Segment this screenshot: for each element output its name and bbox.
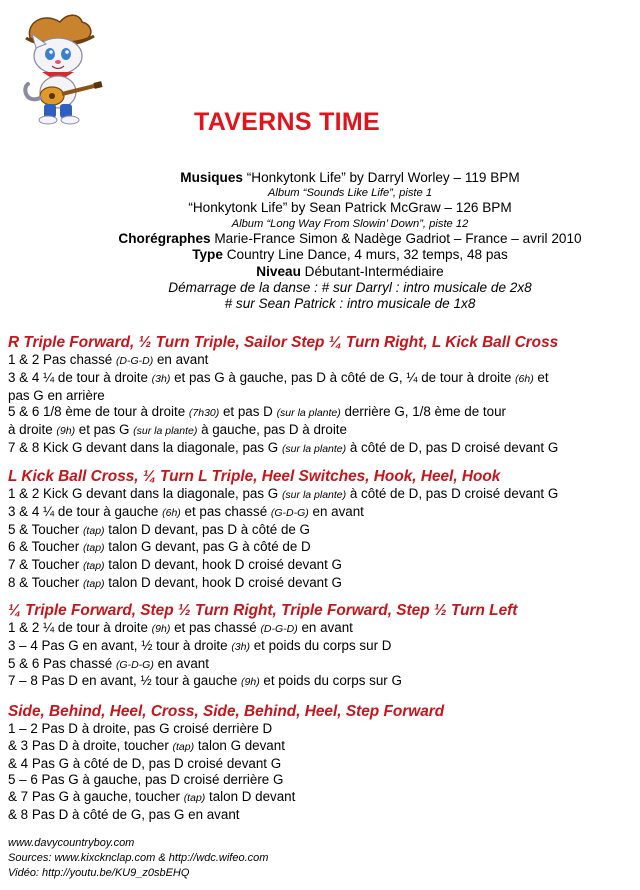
demarrage-2: # sur Sean Patrick : intro musicale de 1x8 xyxy=(224,296,476,312)
footer-sources: Sources: www.kixcknclap.com & http://wdc.wifeo.com xyxy=(8,852,269,864)
step-text: pas G en arrière xyxy=(8,387,105,403)
step-row xyxy=(8,756,632,773)
step-note: (sur la plante) xyxy=(281,489,347,501)
step-row xyxy=(8,738,632,756)
step-text: en avant xyxy=(308,503,364,519)
type-label: Type xyxy=(192,247,223,263)
step-row xyxy=(8,404,632,422)
step-text: et pas chassé xyxy=(180,503,271,519)
step-row xyxy=(8,807,632,824)
choregraphes-line xyxy=(0,231,640,247)
step-text: 3 – 4 Pas G en avant, ½ tour à droite xyxy=(8,637,232,653)
step-text: et pas G xyxy=(75,422,134,438)
step-text: en avant xyxy=(297,620,353,635)
demarrage-1: Démarrage de la danse : # sur Darryl : intro musicale de 2x8 xyxy=(168,280,532,296)
step-note: (D-G-D) xyxy=(115,355,154,367)
step-row xyxy=(8,673,632,691)
step-row xyxy=(8,352,632,370)
step-note: (tap) xyxy=(183,792,206,805)
step-note: (3h) xyxy=(151,372,171,385)
step-rows xyxy=(8,352,632,458)
step-text: 1 & 2 ¼ de tour à droite xyxy=(8,620,152,635)
step-text: 5 & Toucher xyxy=(8,521,83,537)
section-heading: R Triple Forward, ½ Turn Triple, Sailor Step ¼ Turn Right, L Kick Ball Cross xyxy=(8,334,559,351)
music-1: “Honkytonk Life” by Darryl Worley – 119 BPM xyxy=(246,170,520,185)
music-line-1 xyxy=(0,170,640,186)
dance-info xyxy=(0,170,640,313)
musiques-label: Musiques xyxy=(180,170,243,185)
niveau-value: Débutant-Intermédiaire xyxy=(304,263,444,279)
section-heading: ¼ Triple Forward, Step ½ Turn Right, Triple Forward, Step ½ Turn Left xyxy=(8,602,518,619)
step-row xyxy=(8,486,632,504)
step-note: (3h) xyxy=(231,640,250,653)
section-1 xyxy=(8,333,632,458)
step-note: (sur la plante) xyxy=(281,442,347,455)
section-3 xyxy=(8,601,632,691)
niveau-label: Niveau xyxy=(256,263,301,279)
step-text: & 8 Pas D à côté de G, pas G en avant xyxy=(8,806,240,822)
step-text: talon D devant, pas D à côté de G xyxy=(104,521,310,537)
step-text: à côté de D, pas D croisé devant G xyxy=(346,486,559,501)
step-text: 5 & 6 Pas chassé xyxy=(8,655,116,671)
step-row xyxy=(8,422,632,440)
step-text: 5 & 6 1/8 ème de tour à droite xyxy=(8,404,189,420)
choregraphes-label: Chorégraphes xyxy=(118,230,211,246)
step-text: talon D devant xyxy=(205,789,296,805)
step-text: en avant xyxy=(153,352,209,367)
footer-website: www.davycountryboy.com xyxy=(8,837,135,849)
step-text: talon D devant, hook D croisé devant G xyxy=(104,574,342,590)
step-text: 8 & Toucher xyxy=(8,574,83,590)
step-text: & 7 Pas G à gauche, toucher xyxy=(8,789,184,805)
step-note: (tap) xyxy=(172,740,195,753)
section-heading: L Kick Ball Cross, ¼ Turn L Triple, Heel Switches, Hook, Heel, Hook xyxy=(8,468,501,485)
step-text: 3 & 4 ¼ de tour à gauche xyxy=(8,503,163,519)
step-row xyxy=(8,370,632,388)
type-value: Country Line Dance, 4 murs, 32 temps, 48 pas xyxy=(226,247,508,263)
step-row xyxy=(8,539,632,557)
footer-video: Vidéo: http://youtu.be/KU9_z0sbEHQ xyxy=(8,867,190,879)
step-rows xyxy=(8,721,632,824)
step-note: (G-D-G) xyxy=(115,658,154,671)
music-2: “Honkytonk Life” by Sean Patrick McGraw – 126 BPM xyxy=(188,200,512,216)
step-note: (sur la plante) xyxy=(276,407,341,420)
step-row xyxy=(8,789,632,807)
step-text: 7 & Toucher xyxy=(8,557,83,573)
section-2 xyxy=(8,467,632,593)
step-row xyxy=(8,721,632,738)
step-note: (9h) xyxy=(241,676,260,689)
step-row xyxy=(8,388,632,405)
step-text: talon G devant, pas G à côté de D xyxy=(104,539,311,555)
step-row xyxy=(8,522,632,540)
step-text: à droite xyxy=(8,422,57,438)
step-text: et pas G à gauche, pas D à côté de G, ¼ de tour à droite xyxy=(170,369,516,385)
step-note: (6h) xyxy=(515,372,534,385)
step-note: (D-G-D) xyxy=(260,623,298,635)
step-text: & 4 Pas G à côté de D, pas D croisé devant G xyxy=(8,755,282,771)
step-text: derrière G, 1/8 ème de tour xyxy=(340,404,506,420)
step-text: 1 & 2 Kick G devant dans la diagonale, pas G xyxy=(8,486,282,501)
step-text: 5 – 6 Pas G à gauche, pas D croisé derrière G xyxy=(8,772,284,788)
album-2: Album “Long Way From Slowin’ Down”, piste 12 xyxy=(231,217,469,230)
step-row xyxy=(8,620,632,638)
step-note: (7h30) xyxy=(188,407,220,420)
step-text: 7 & 8 Kick G devant dans la diagonale, pas G xyxy=(8,439,282,455)
step-text: & 3 Pas D à droite, toucher xyxy=(8,737,173,753)
step-row xyxy=(8,440,632,458)
step-row xyxy=(8,557,632,575)
step-text: et pas chassé xyxy=(170,620,261,635)
step-rows xyxy=(8,620,632,691)
step-note: (tap) xyxy=(82,577,105,590)
step-row xyxy=(8,656,632,674)
page-title: TAVERNS TIME xyxy=(193,108,380,136)
step-note: (sur la plante) xyxy=(133,425,198,438)
step-text: talon G devant xyxy=(194,737,285,753)
niveau-line xyxy=(0,264,640,280)
step-text: à gauche, pas D à droite xyxy=(197,422,347,438)
step-row xyxy=(8,575,632,593)
step-rows xyxy=(8,486,632,593)
album-1: Album “Sounds Like Life”, piste 1 xyxy=(267,187,433,200)
step-text: à côté de D, pas D croisé devant G xyxy=(346,439,559,455)
step-note: (tap) xyxy=(82,542,105,555)
step-row xyxy=(8,638,632,656)
section-4 xyxy=(8,702,632,824)
choregraphes: Marie-France Simon & Nadège Gadriot – France – avril 2010 xyxy=(214,230,582,246)
step-row xyxy=(8,504,632,522)
step-text: 1 & 2 Pas chassé xyxy=(8,352,116,367)
step-text: et xyxy=(533,369,549,385)
step-text: et poids du corps sur D xyxy=(250,637,392,653)
step-text: 7 – 8 Pas D en avant, ½ tour à gauche xyxy=(8,673,242,689)
step-note: (tap) xyxy=(82,560,105,573)
step-note: (9h) xyxy=(151,623,171,635)
step-note: (tap) xyxy=(82,524,105,537)
step-text: en avant xyxy=(153,655,209,671)
step-text: 1 – 2 Pas D à droite, pas G croisé derrière D xyxy=(8,721,273,736)
step-text: talon D devant, hook D croisé devant G xyxy=(104,557,342,573)
step-note: (6h) xyxy=(162,506,181,519)
step-text: et poids du corps sur G xyxy=(259,673,402,689)
step-text: et pas D xyxy=(219,404,277,420)
step-row xyxy=(8,772,632,789)
footer xyxy=(8,836,268,881)
type-line xyxy=(0,247,640,263)
section-heading: Side, Behind, Heel, Cross, Side, Behind, Heel, Step Forward xyxy=(8,703,445,720)
step-text: 3 & 4 ¼ de tour à droite xyxy=(8,369,152,385)
step-note: (9h) xyxy=(56,425,76,438)
step-text: 6 & Toucher xyxy=(8,539,83,555)
step-note: (G-D-G) xyxy=(270,506,309,519)
